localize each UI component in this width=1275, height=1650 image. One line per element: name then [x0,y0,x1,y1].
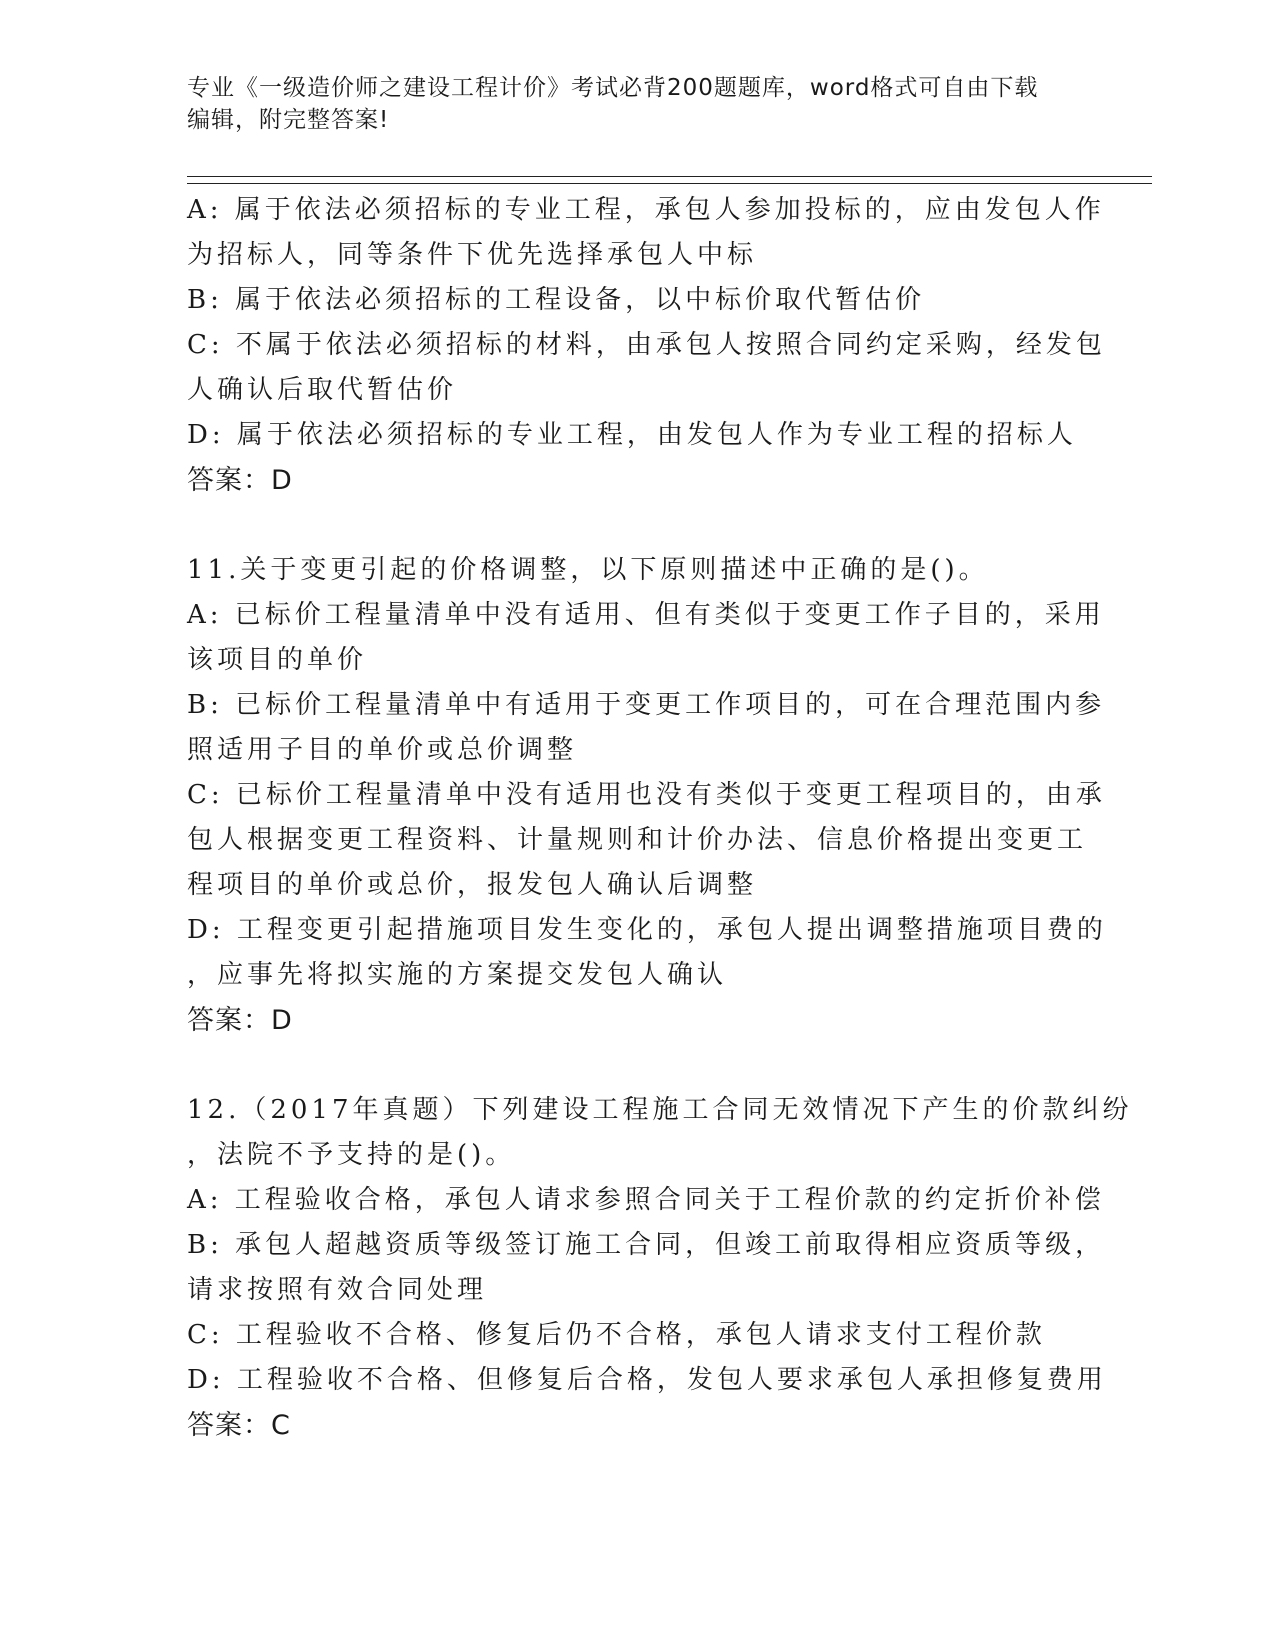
option-b-line-1: B: 已标价工程量清单中有适用于变更工作项目的，可在合理范围内参 [187,690,1106,720]
option-b-line-1: B: 承包人超越资质等级签订施工合同，但竣工前取得相应资质等级， [187,1230,1106,1260]
question-11 [187,548,1107,1043]
option-c-line-1: C: 不属于依法必须招标的材料，由承包人按照合同约定采购，经发包 [187,330,1106,360]
option-d-line-1: D: 工程变更引起措施项目发生变化的，承包人提出调整措施项目费的 [187,915,1107,945]
option-c-line-2: 人确认后取代暂估价 [187,375,458,405]
option-d-line-2: ，应事先将拟实施的方案提交发包人确认 [187,960,728,990]
option-b: B: 属于依法必须招标的工程设备，以中标价取代暂估价 [187,285,926,315]
option-d: D: 属于依法必须招标的专业工程，由发包人作为专业工程的招标人 [187,420,1077,450]
question-body [187,188,1133,1448]
option-c-line-1: C: 已标价工程量清单中没有适用也没有类似于变更工程项目的，由承 [187,780,1106,810]
option-a-line-2: 为招标人，同等条件下优先选择承包人中标 [187,240,758,270]
spacer [187,503,1087,548]
question-10 [187,188,1106,503]
answer: 答案：D [187,465,293,496]
header-divider-top [187,176,1152,177]
question-text-line-2: ，法院不予支持的是()。 [187,1140,516,1170]
option-a-line-1: A: 属于依法必须招标的专业工程，承包人参加投标的，应由发包人作 [187,195,1105,225]
question-12 [187,1088,1133,1448]
option-c-line-2: 包人根据变更工程资料、计量规则和计价办法、信息价格提出变更工 [187,825,1088,855]
option-a: A: 工程验收合格，承包人请求参照合同关于工程价款的约定折价补偿 [187,1185,1105,1215]
option-b-line-2: 请求按照有效合同处理 [187,1275,488,1305]
answer: 答案：D [187,1005,293,1036]
question-text-line-1: 12.（2017年真题）下列建设工程施工合同无效情况下产生的价款纠纷 [187,1095,1133,1125]
option-c-line-3: 程项目的单价或总价，报发包人确认后调整 [187,870,758,900]
header-title-line-1: 专业《一级造价师之建设工程计价》考试必背200题题库，word格式可自由下载 [187,75,1039,101]
option-d: D: 工程验收不合格、但修复后合格，发包人要求承包人承担修复费用 [187,1365,1107,1395]
option-a-line-1: A: 已标价工程量清单中没有适用、但有类似于变更工作子目的，采用 [187,600,1105,630]
spacer [187,1043,1087,1088]
answer: 答案：C [187,1410,291,1441]
option-c: C: 工程验收不合格、修复后仍不合格，承包人请求支付工程价款 [187,1320,1046,1350]
header-divider-bottom [187,183,1152,184]
document-header [187,72,1067,136]
option-a-line-2: 该项目的单价 [187,645,368,675]
question-text: 11.关于变更引起的价格调整，以下原则描述中正确的是()。 [187,555,989,585]
header-title-line-2: 编辑，附完整答案! [187,107,390,133]
option-b-line-2: 照适用子目的单价或总价调整 [187,735,578,765]
